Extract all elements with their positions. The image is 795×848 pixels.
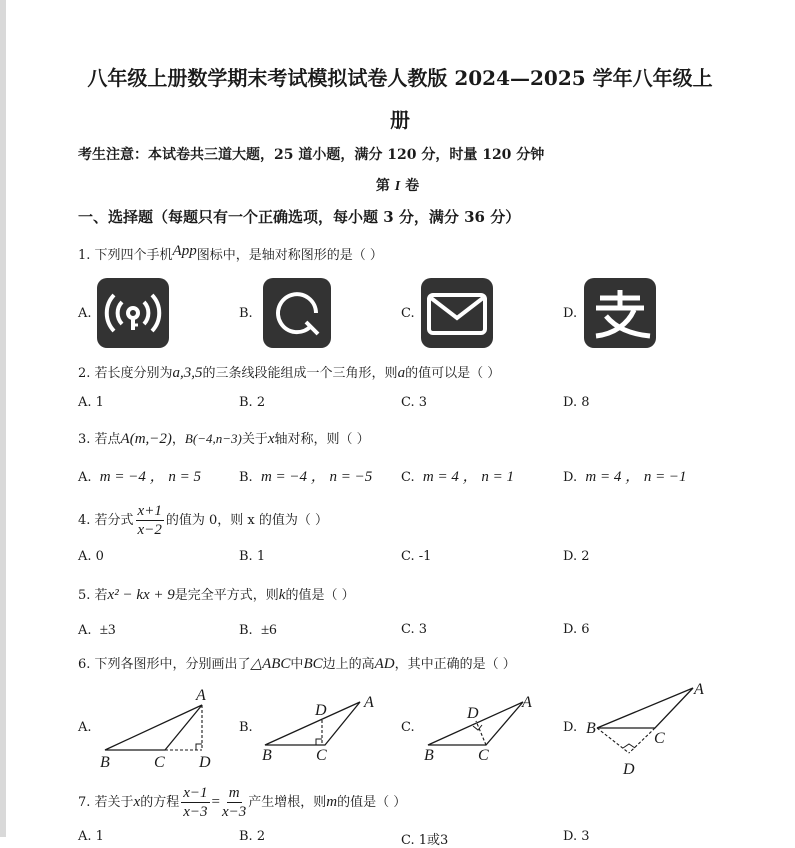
q6a-label-c: C: [154, 754, 165, 771]
q7-option-d[interactable]: D. 3: [563, 829, 590, 844]
q6d-label-a: A: [694, 681, 704, 698]
q6-option-b[interactable]: B.: [239, 720, 253, 735]
section-heading: 一、选择题（每题只有一个正确选项，每小题 3 分，满分 36 分）: [78, 208, 521, 226]
q4-option-a[interactable]: A. 0: [78, 549, 104, 564]
q6c-label-a: A: [522, 694, 532, 711]
q4-fraction: $\frac{x+1}{x-2}$: [137, 503, 162, 538]
q3-option-b[interactable]: B. m = −4 ， n = −5: [239, 469, 373, 485]
question-4: 4. 若分式 $\frac{x+1}{x-2}$ 的值为 0，则 x 的值为（ ）: [78, 503, 328, 538]
q7-option-b[interactable]: B. 2: [239, 829, 266, 844]
q2-option-c[interactable]: C. 3: [401, 395, 428, 410]
q6d-label-c: C: [654, 730, 665, 747]
wifi-key-icon: [97, 278, 169, 348]
q3-option-a[interactable]: A. m = −4 ， n = 5: [78, 469, 201, 485]
q6b-label-b: B: [262, 747, 272, 764]
q3-option-c[interactable]: C. m = 4 ， n = 1: [401, 469, 514, 485]
exam-notice: 考生注意：本试卷共三道大题，25 道小题，满分 120 分，时量 120 分钟: [78, 147, 545, 163]
page-title-continued: 册: [390, 108, 410, 132]
q6-figure-d: [585, 680, 705, 770]
q6b-label-a: A: [364, 694, 374, 711]
q7-option-a[interactable]: A. 1: [78, 829, 104, 844]
q2-option-d[interactable]: D. 8: [563, 395, 590, 410]
q6c-label-d: D: [467, 705, 479, 722]
q6-option-a[interactable]: A.: [78, 720, 92, 735]
alipay-icon: [584, 278, 656, 348]
q6-option-c[interactable]: C.: [401, 720, 415, 735]
q7-option-c[interactable]: C. 1或3: [401, 833, 449, 848]
volume-heading: 第 I 卷: [375, 178, 420, 194]
q6b-label-c: C: [316, 747, 327, 764]
q2-option-b[interactable]: B. 2: [239, 395, 266, 410]
q1-option-c[interactable]: C.: [401, 306, 415, 321]
page-edge: [0, 0, 6, 837]
question-7: 7. 若关于x的方程 $\frac{x-1}{x-3}$ = $\frac{m}{x-3}$ 产生增根，则m的值是（ ）: [78, 785, 407, 820]
q6c-label-c: C: [478, 747, 489, 764]
q1-option-d[interactable]: D.: [563, 306, 578, 321]
q7-fraction-left: $\frac{x-1}{x-3}$: [183, 785, 208, 820]
q6a-label-d: D: [199, 754, 211, 771]
page-title: 八年级上册数学期末考试模拟试卷人教版 2024—2025 学年八年级上: [87, 66, 713, 90]
q6b-label-d: D: [315, 702, 327, 719]
question-2: 2. 若长度分别为a,3,5的三条线段能组成一个三角形，则a的值可以是（ ）: [78, 365, 501, 381]
mail-icon: [421, 278, 493, 348]
q6d-label-d: D: [623, 761, 635, 778]
question-6: 6. 下列各图形中，分别画出了△ABC中BC边上的高AD，其中正确的是（ ）: [78, 656, 516, 672]
q3-option-d[interactable]: D. m = 4 ， n = −1: [563, 469, 687, 485]
q6c-label-b: B: [424, 747, 434, 764]
question-5: 5. 若x² − kx + 9是完全平方式，则k的值是（ ）: [78, 587, 355, 603]
q6d-label-b: B: [586, 720, 596, 737]
q1-option-b[interactable]: B.: [239, 306, 253, 321]
q7-fraction-right: $\frac{m}{x-3}$: [221, 785, 247, 820]
q6a-label-b: B: [100, 754, 110, 771]
q4-option-c[interactable]: C. -1: [401, 549, 432, 564]
q6a-label-a: A: [196, 687, 206, 704]
q5-option-a[interactable]: A. ±3: [78, 622, 116, 638]
q4-option-b[interactable]: B. 1: [239, 549, 266, 564]
q5-option-b[interactable]: B. ±6: [239, 622, 277, 638]
q2-option-a[interactable]: A. 1: [78, 395, 104, 410]
question-1: 1. 下列四个手机App图标中，是轴对称图形的是（ ）: [78, 243, 383, 263]
q6-option-d[interactable]: D.: [563, 720, 578, 735]
search-q-icon: [263, 278, 331, 348]
q5-option-c[interactable]: C. 3: [401, 622, 428, 637]
q1-option-a[interactable]: A.: [78, 306, 92, 321]
q4-option-d[interactable]: D. 2: [563, 549, 590, 564]
q5-option-d[interactable]: D. 6: [563, 622, 590, 637]
question-3: 3. 若点A(m,−2)，B(−4,n−3)关于x轴对称，则（ ）: [78, 431, 370, 447]
